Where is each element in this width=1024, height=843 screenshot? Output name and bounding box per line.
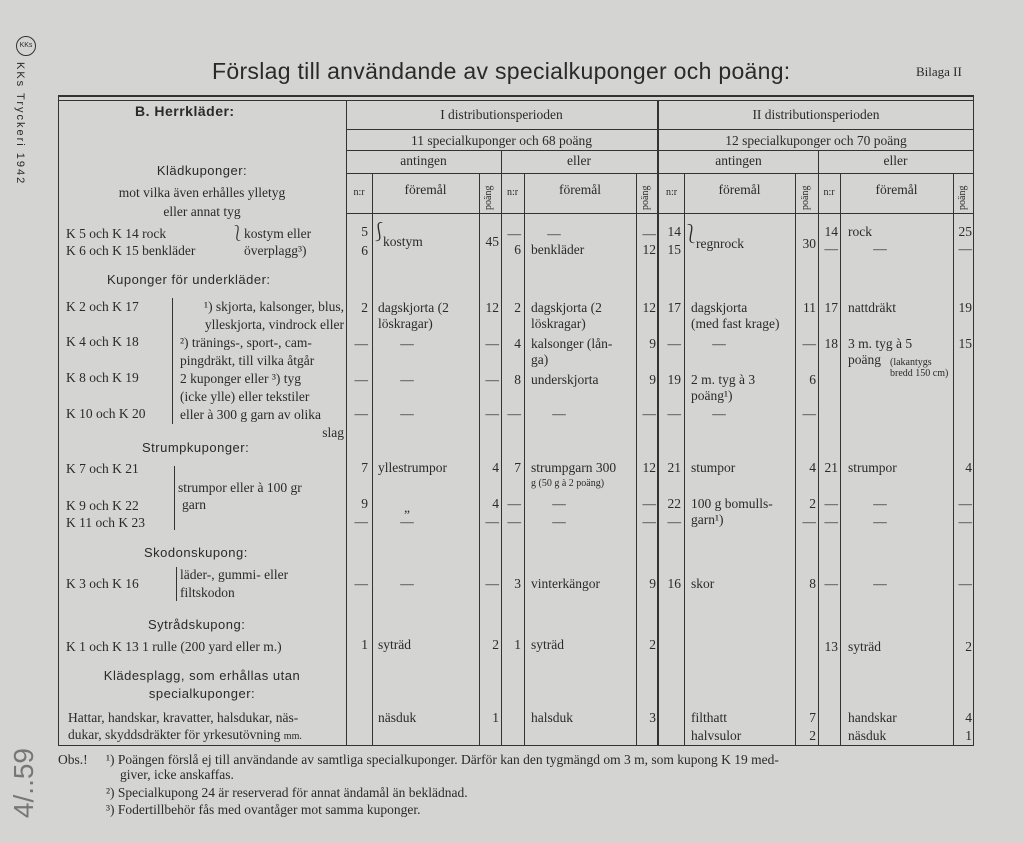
cell: 22: [667, 496, 681, 511]
col-poang-b: poäng: [640, 185, 651, 210]
cell: —: [485, 514, 499, 529]
cell: 1: [492, 710, 499, 725]
coupon-desc: överplagg³): [244, 243, 307, 258]
cell: 16: [667, 576, 681, 591]
cell: —: [712, 406, 726, 421]
cell: 45: [485, 234, 499, 249]
printer-imprint: KKs Tryckeri 1942: [14, 62, 26, 186]
cell: —: [958, 514, 972, 529]
cell: —: [802, 336, 816, 351]
cell: 3 m. tyg à 5 poäng: [848, 336, 913, 367]
cell: benkläder: [531, 242, 585, 257]
cell: 2: [809, 728, 816, 743]
cell: syträd: [848, 639, 881, 654]
cell: —: [354, 576, 368, 591]
cell: 15: [667, 242, 681, 257]
cell-note: g (50 g à 2 poäng): [531, 478, 605, 489]
cell: 2: [965, 639, 972, 654]
cell: 25: [958, 224, 972, 239]
cell: näsduk: [378, 710, 417, 725]
footnote-1: ¹) Poängen förslå ej till användande av samtliga specialkuponger. Därför kan den tygmängd om 3 m, som kupong K 19 med-: [106, 752, 779, 767]
cell: —: [485, 336, 499, 351]
cell: 9: [649, 372, 656, 387]
cell: —: [824, 514, 838, 529]
cell: 6: [809, 372, 816, 387]
cell: 17: [667, 300, 681, 315]
cell: 9: [649, 336, 656, 351]
section-heading: B. Herrkläder:: [135, 103, 235, 119]
p1-eller: eller: [567, 153, 591, 168]
cell: —: [873, 576, 887, 591]
cell: —: [400, 406, 414, 421]
cell: 12: [642, 300, 656, 315]
cell: halvsulor: [691, 728, 742, 743]
cell: 19: [667, 372, 681, 387]
cell-note: (lakantygs bredd 150 cm): [890, 357, 949, 379]
cell: —: [552, 406, 566, 421]
underklader-desc: ylleskjorta, vindrock eller: [204, 317, 344, 332]
cell: syträd: [378, 637, 411, 652]
cell: nattdräkt: [848, 300, 896, 315]
coupon-label: K 1 och K 13 1 rulle (200 yard eller m.): [66, 639, 282, 654]
cell: 7: [361, 460, 368, 475]
cell: syträd: [531, 637, 564, 652]
kladkuponger-desc-1: mot vilka även erhålles ylletyg: [118, 185, 286, 200]
col-nr-a: n:r: [353, 187, 365, 198]
cell: halsduk: [531, 710, 573, 725]
cell: 2 m. tyg à 3 poäng¹): [691, 372, 756, 403]
cell: 3: [514, 576, 521, 591]
strump-desc: strumpor eller à 100 gr: [178, 480, 302, 495]
cell: —: [485, 372, 499, 387]
underklader-desc: (icke ylle) eller tekstiler: [180, 389, 310, 404]
handwritten-note: 4/..59: [8, 748, 39, 819]
cell: —: [802, 514, 816, 529]
period-1-header: I distributionsperioden: [440, 107, 563, 122]
cell: 21: [824, 460, 838, 475]
p1-antingen: antingen: [400, 153, 447, 168]
cell: kostym: [383, 234, 423, 249]
cell: 8: [514, 372, 521, 387]
cell: —: [824, 496, 838, 511]
brace: ⎱: [230, 226, 246, 242]
cell: 2: [809, 496, 816, 511]
skodonskupong-heading: Skodonskupong:: [144, 545, 248, 560]
cell: kalsonger (lån- ga): [531, 336, 613, 367]
cell: regnrock: [696, 236, 744, 251]
cell: filthatt: [691, 710, 727, 725]
cell: rock: [848, 224, 872, 239]
cell: —: [873, 514, 887, 529]
cell: —: [400, 372, 414, 387]
strump-desc: garn: [182, 497, 206, 512]
skodon-desc: filtskodon: [180, 585, 235, 600]
cell: —: [824, 241, 838, 256]
cell: 7: [514, 460, 521, 475]
col-nr-c: n:r: [665, 187, 678, 198]
p2-eller: eller: [883, 153, 908, 168]
underklader-desc: eller à 300 g garn av olika: [180, 407, 321, 422]
cell: underskjorta: [531, 372, 599, 387]
cell: 2: [649, 637, 656, 652]
cell: 4: [514, 336, 521, 351]
col-poang-a: poäng: [483, 185, 494, 210]
footnote-1-cont: giver, icke anskaffas.: [120, 767, 234, 782]
cell: 30: [802, 236, 816, 251]
cell: —: [400, 576, 414, 591]
brace: ⎱: [682, 224, 700, 244]
cell: 18: [824, 336, 838, 351]
skodon-desc: läder-, gummi- eller: [180, 567, 289, 582]
col-poang-d: poäng: [957, 185, 968, 210]
cell: —: [642, 406, 656, 421]
cell: 11: [803, 300, 816, 315]
utan-desc: Hattar, handskar, kravatter, halsdukar, näs-: [68, 710, 299, 725]
cell: —: [712, 336, 726, 351]
cell: vinterkängor: [531, 576, 600, 591]
col-item-c: föremål: [718, 182, 761, 197]
cell: —: [958, 241, 972, 256]
cell: —: [958, 576, 972, 591]
period-1-subheader: 11 specialkuponger och 68 poäng: [411, 133, 592, 148]
cell: —: [642, 514, 656, 529]
cell: 15: [958, 336, 972, 351]
cell: —: [485, 576, 499, 591]
coupon-label: K 11 och K 23: [66, 515, 145, 530]
cell: 8: [809, 576, 816, 591]
cell: 17: [824, 300, 838, 315]
cell: —: [354, 372, 368, 387]
underklader-heading: Kuponger för underkläder:: [107, 272, 271, 287]
cell: 6: [361, 243, 368, 258]
coupon-label: K 4 och K 18: [66, 334, 139, 349]
cell: —: [667, 514, 681, 529]
underklader-desc: pingdräkt, till vilka åtgår: [180, 353, 315, 368]
utan-kuponger-heading: Klädesplagg, som erhållas utan: [103, 668, 301, 683]
cell: —: [354, 406, 368, 421]
coupon-label: K 7 och K 21: [66, 461, 139, 476]
col-item-d: föremål: [875, 182, 918, 197]
cell: —: [400, 514, 414, 529]
cell: 19: [958, 300, 972, 315]
cell: —: [552, 514, 566, 529]
underklader-desc: slag: [322, 425, 344, 440]
cell: —: [667, 336, 681, 351]
cell: —: [354, 336, 368, 351]
cell: —: [642, 496, 656, 511]
brace-line: [172, 298, 173, 424]
p2-antingen: antingen: [715, 153, 762, 168]
col-item-b: föremål: [559, 182, 601, 197]
cell: —: [507, 406, 521, 421]
cell: yllestrumpor: [378, 460, 447, 475]
cell: „: [404, 500, 410, 515]
kladkuponger-heading: Klädkuponger:: [156, 163, 248, 178]
cell: —: [485, 406, 499, 421]
period-2-subheader: 12 specialkuponger och 70 poäng: [725, 133, 907, 148]
brace: ⎰: [370, 222, 388, 242]
cell: 100 g bomulls- garn¹): [691, 496, 773, 527]
cell: 3: [649, 710, 656, 725]
cell: —: [507, 226, 521, 241]
cell: 21: [667, 460, 681, 475]
printer-seal: KKs: [16, 36, 36, 56]
cell: —: [802, 406, 816, 421]
cell: 2: [492, 637, 499, 652]
cell: 12: [642, 460, 656, 475]
brace-line: [174, 466, 175, 530]
cell: 1: [965, 728, 972, 743]
cell: —: [507, 496, 521, 511]
cell: näsduk: [848, 728, 887, 743]
cell: —: [667, 406, 681, 421]
col-nr-b: n:r: [506, 187, 519, 198]
col-nr-d: n:r: [823, 187, 835, 198]
cell: dagskjorta (2 löskragar): [531, 300, 602, 331]
cell: dagskjorta (med fast krage): [691, 300, 780, 331]
cell: 9: [361, 496, 368, 511]
obs-label: Obs.!: [58, 752, 88, 767]
cell: 4: [965, 460, 972, 475]
coupon-label: K 3 och K 16: [66, 576, 139, 591]
cell: 12: [642, 242, 656, 257]
cell: —: [354, 514, 368, 529]
underklader-desc: ²) tränings-, sport-, cam-: [180, 335, 312, 350]
period-2-header: II distributionsperioden: [752, 107, 880, 122]
utan-kuponger-heading-2: specialkuponger:: [148, 686, 256, 701]
footnote-3: ³) Fodertillbehör fås med ovantåger mot samma kuponger.: [106, 802, 421, 817]
cell: 5: [361, 224, 368, 239]
cell: —: [552, 496, 566, 511]
cell: 13: [824, 639, 838, 654]
cell: 4: [965, 710, 972, 725]
cell: handskar: [848, 710, 897, 725]
coupon-label: K 10 och K 20: [66, 406, 146, 421]
cell: —: [400, 336, 414, 351]
cell: strumpgarn 300: [531, 460, 617, 475]
coupon-label: K 5 och K 14 rock: [66, 226, 167, 241]
cell: 1: [514, 637, 521, 652]
brace-line: [176, 567, 177, 601]
cell: —: [547, 226, 561, 241]
cell: 4: [492, 496, 499, 511]
underklader-desc: ¹) skjorta, kalsonger, blus,: [204, 299, 344, 314]
cell: 1: [361, 637, 368, 652]
cell: 4: [492, 460, 499, 475]
cell: skor: [691, 576, 715, 591]
page-title: Förslag till användande av specialkuponger och poäng:: [212, 58, 791, 84]
cell: 2: [361, 300, 368, 315]
coupon-desc: kostym eller: [244, 226, 312, 241]
cell: —: [958, 496, 972, 511]
col-item-a: föremål: [404, 182, 447, 197]
coupon-label: K 8 och K 19: [66, 370, 139, 385]
cell: —: [507, 514, 521, 529]
strumpkuponger-heading: Strumpkuponger:: [142, 440, 250, 455]
cell: 4: [809, 460, 816, 475]
cell: 12: [485, 300, 499, 315]
footnote-2: ²) Specialkupong 24 är reserverad för annat ändamål än beklädnad.: [106, 785, 468, 800]
utan-desc-text: dukar, skyddsdräkter för yrkesutövning: [68, 727, 281, 742]
cell: 6: [514, 242, 521, 257]
underklader-desc: 2 kuponger eller ³) tyg: [180, 371, 302, 386]
cell: strumpor: [848, 460, 897, 475]
cell: dagskjorta (2 löskragar): [378, 300, 449, 331]
col-poang-c: poäng: [800, 185, 811, 210]
coupon-label: K 9 och K 22: [66, 498, 139, 513]
cell: 2: [514, 300, 521, 315]
cell: 9: [649, 576, 656, 591]
utan-desc: [68, 727, 302, 743]
cell: 14: [824, 224, 838, 239]
cell: 7: [809, 710, 816, 725]
utan-desc-mm: mm.: [283, 731, 302, 742]
cell: —: [873, 241, 887, 256]
appendix-label: Bilaga II: [916, 64, 962, 79]
coupon-label: K 2 och K 17: [66, 299, 139, 314]
sytradskupong-heading: Sytrådskupong:: [148, 617, 246, 632]
coupon-label: K 6 och K 15 benkläder: [66, 243, 196, 258]
cell: stumpor: [691, 460, 736, 475]
cell: —: [642, 226, 656, 241]
kladkuponger-desc-2: eller annat tyg: [163, 204, 241, 219]
cell: —: [824, 576, 838, 591]
cell: 14: [667, 224, 681, 239]
cell: —: [873, 496, 887, 511]
